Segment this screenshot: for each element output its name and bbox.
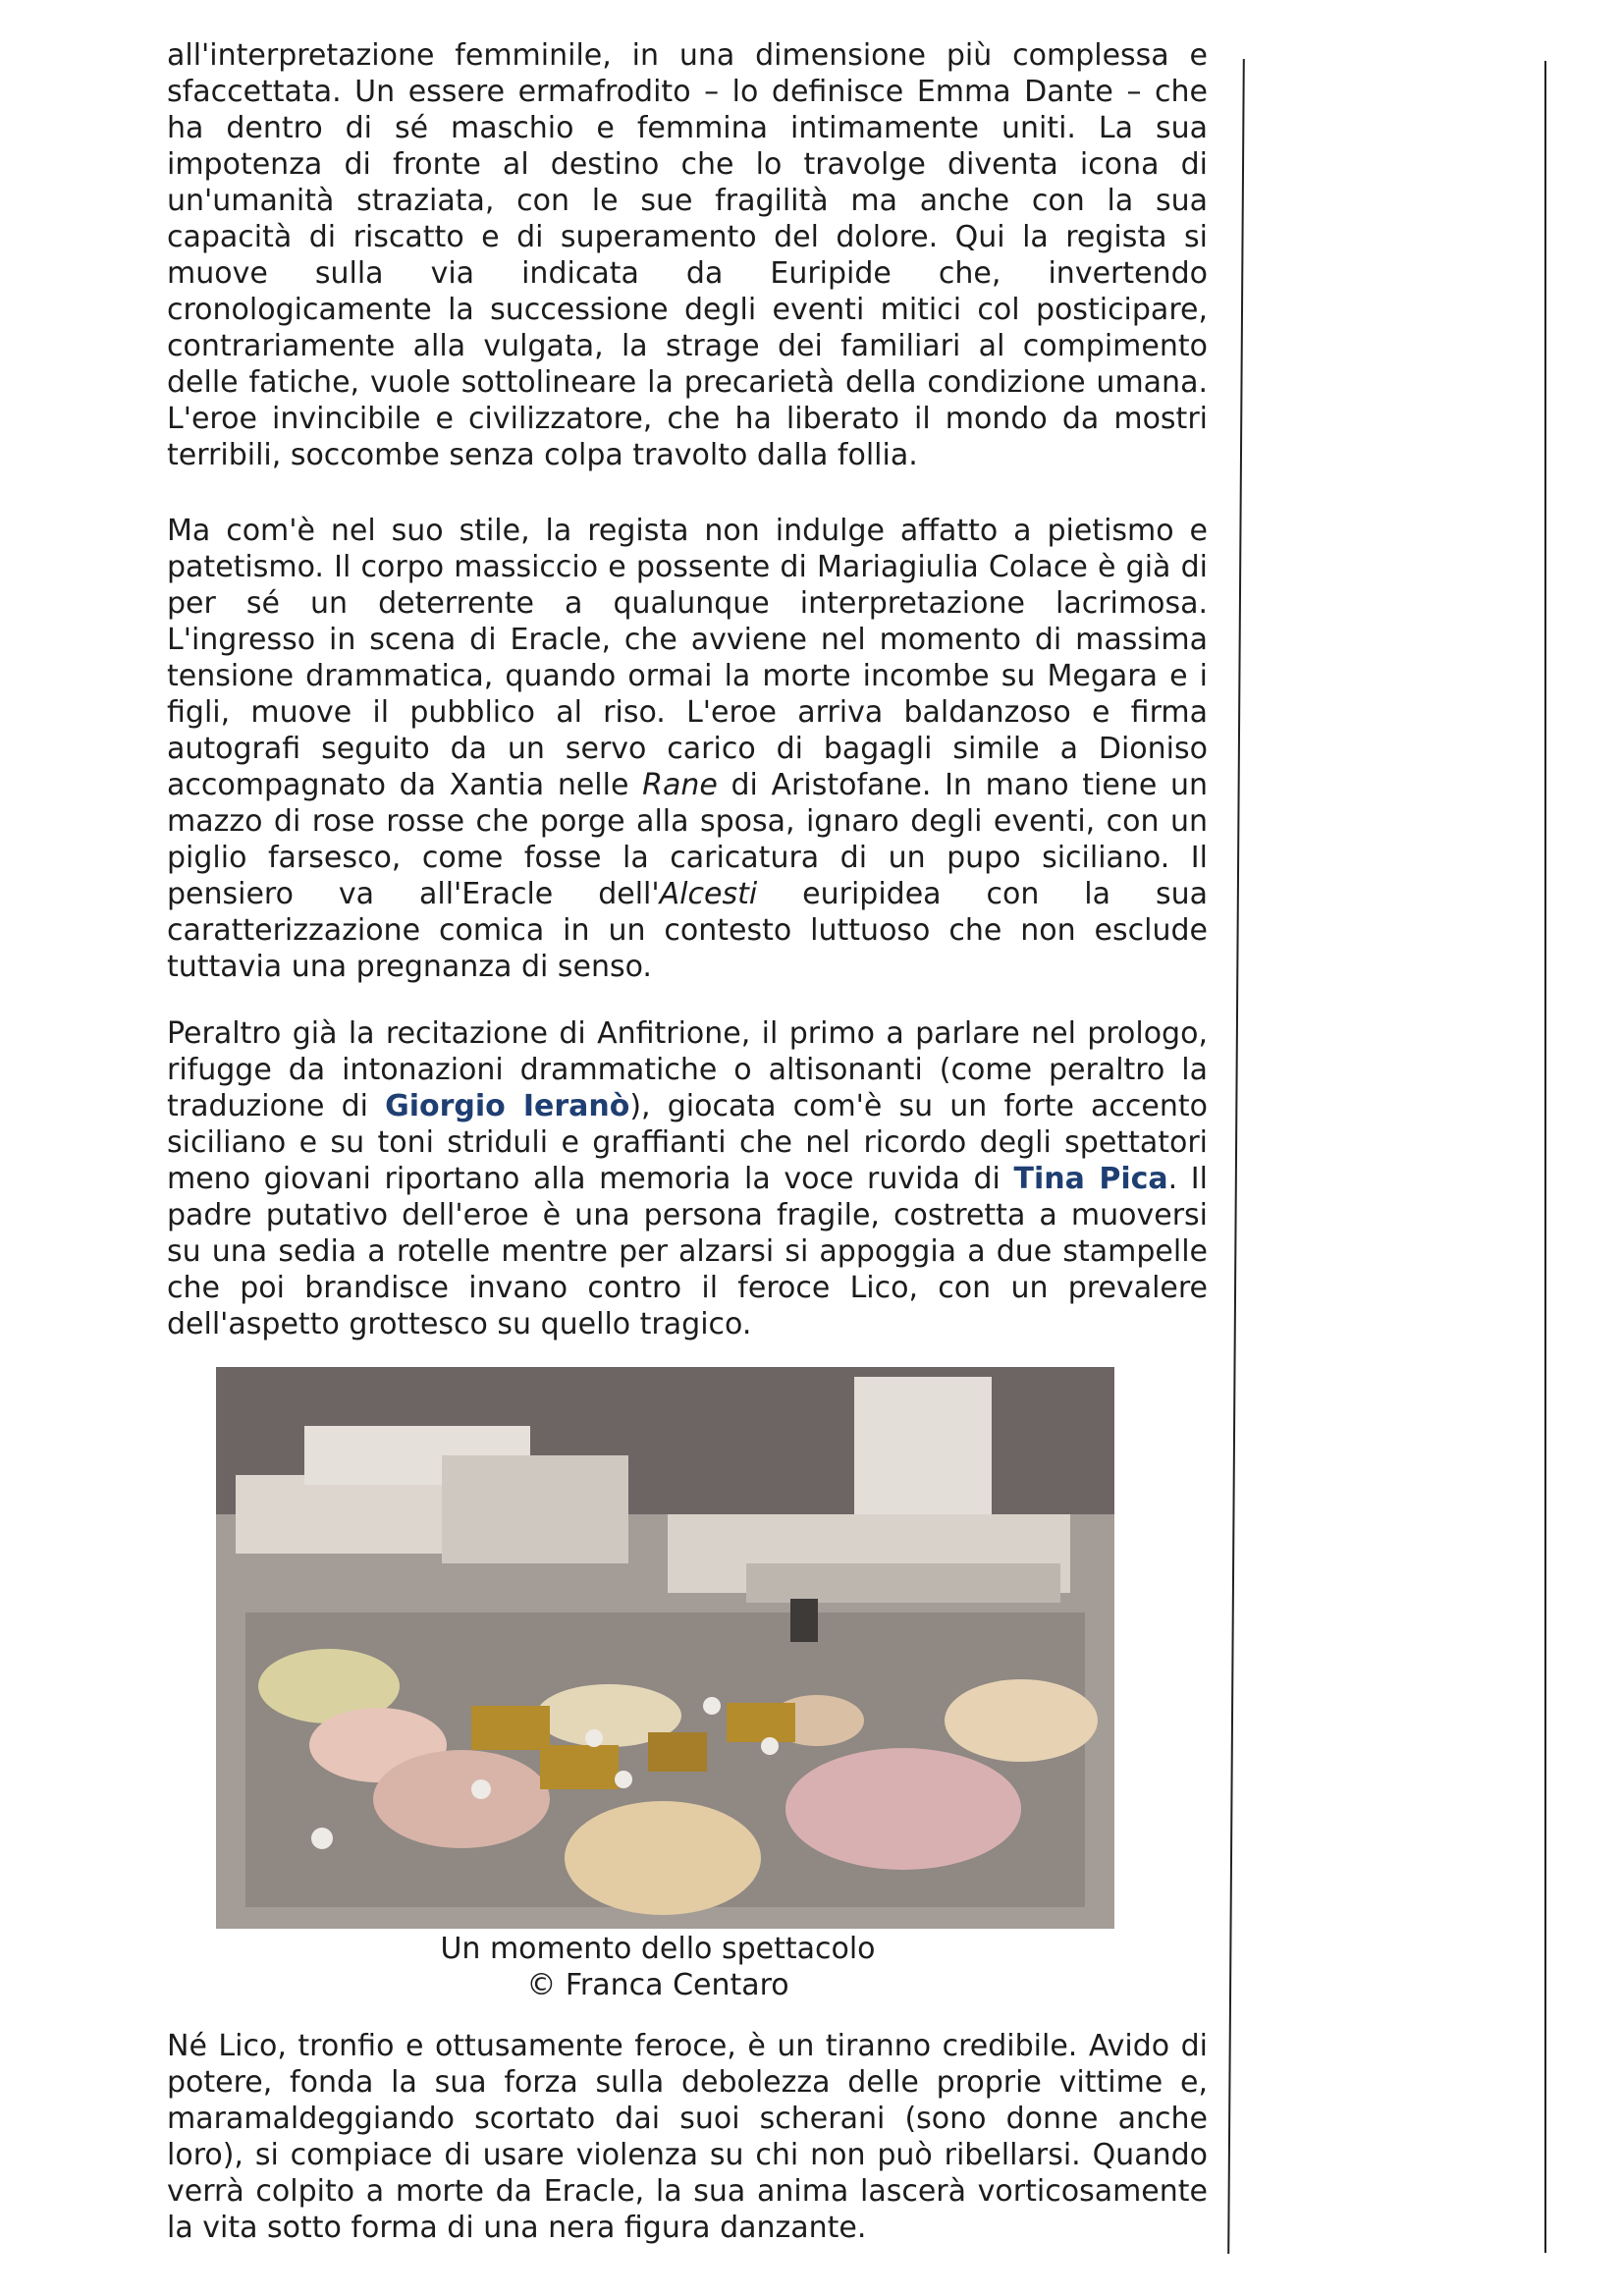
right-margin-rule [1227, 59, 1245, 2254]
photo-caption-line-1: Un momento dello spettacolo [440, 1932, 876, 1966]
name-tina-pica: Tina Pica [1013, 1162, 1168, 1196]
title-rane: Rane [642, 768, 718, 802]
stage-photo [216, 1367, 1114, 1929]
paragraph-1: all'interpretazione femminile, in una dimensione più complessa e sfaccettata. Un essere ermafrodito – lo definisce Emma Dante – che ha dentro di sé maschio e femmina intimamente uniti. La sua impotenza di fronte al destino che lo travolge diventa icona di un'umanità straziata, con le sue fragilità ma anche con la sua capacità di riscatto e di superamento del dolore. Qui la regista si muove sulla via indicata da Euripide che, invertendo cronologicamente la successione degli eventi mitici col posticipare, contrariamente alla vulgata, la strage dei familiari al compimento delle fatiche, vuole sottolineare la precarietà della condizione umana. L'eroe invincibile e civilizzatore, che ha liberato il mondo da mostri terribili, soccombe senza colpa travolto dalla follia. [167, 38, 1208, 472]
name-giorgio-ierano: Giorgio Ieranò [385, 1089, 630, 1123]
paragraph-2: Ma com'è nel suo stile, la regista non indulge affatto a pietismo e patetismo. Il corpo massiccio e possente di Mariagiulia Colace è già di per sé un deterrente a qualunque interpretazione lacrimosa. L'ingresso in scena di Eracle, che avviene nel momento di massima tensione drammatica, quando ormai la morte incombe su Megara e i figli, muove il pubblico al riso. L'eroe arriva baldanzoso e firma autografi seguito da un servo carico di bagagli simile a Dioniso accompagnato da Xantia nelle Rane di Aristofane. In mano tiene un mazzo di rose rosse che porge alla sposa, ignaro degli eventi, con un piglio farsesco, come fosse la caricatura di un pupo siciliano. Il pensiero va all'Eracle dell'Alcesti euripidea con la sua caratterizzazione comica in un contesto luttuoso che non esclude tuttavia una pregnanza di senso. [167, 514, 1209, 984]
far-right-margin-rule [1544, 61, 1546, 2253]
photo-caption-credit: © Franca Centaro [526, 1968, 789, 2002]
paragraph-4: Né Lico, tronfio e ottusamente feroce, è un tiranno credibile. Avido di potere, fonda la sua forza sulla debolezza delle proprie vittime e, maramaldeggiando scortato dai suoi scherani (sono donne anche loro), si compiace di usare violenza su chi non può ribellarsi. Quando verrà colpito a morte da Eracle, la sua anima lascerà vorticosamente la vita sotto forma di una nera figura danzante. [167, 2029, 1208, 2245]
title-alcesti: Alcesti [659, 877, 758, 911]
paragraph-3: Peraltro già la recitazione di Anfitrione, il primo a parlare nel prologo, rifugge da intonazioni drammatiche o altisonanti (come peraltro la traduzione di Giorgio Ieranò), giocata com'è su un forte accento siciliano e su toni striduli e graffianti che nel ricordo degli spettatori meno giovani riportano alla memoria la voce ruvida di Tina Pica. Il padre putativo dell'eroe è una persona fragile, costretta a muoversi su una sedia a rotelle mentre per alzarsi si appoggia a due stampelle che poi brandisce invano contro il feroce Lico, con un prevalere dell'aspetto grottesco su quello tragico. [167, 1016, 1209, 1341]
